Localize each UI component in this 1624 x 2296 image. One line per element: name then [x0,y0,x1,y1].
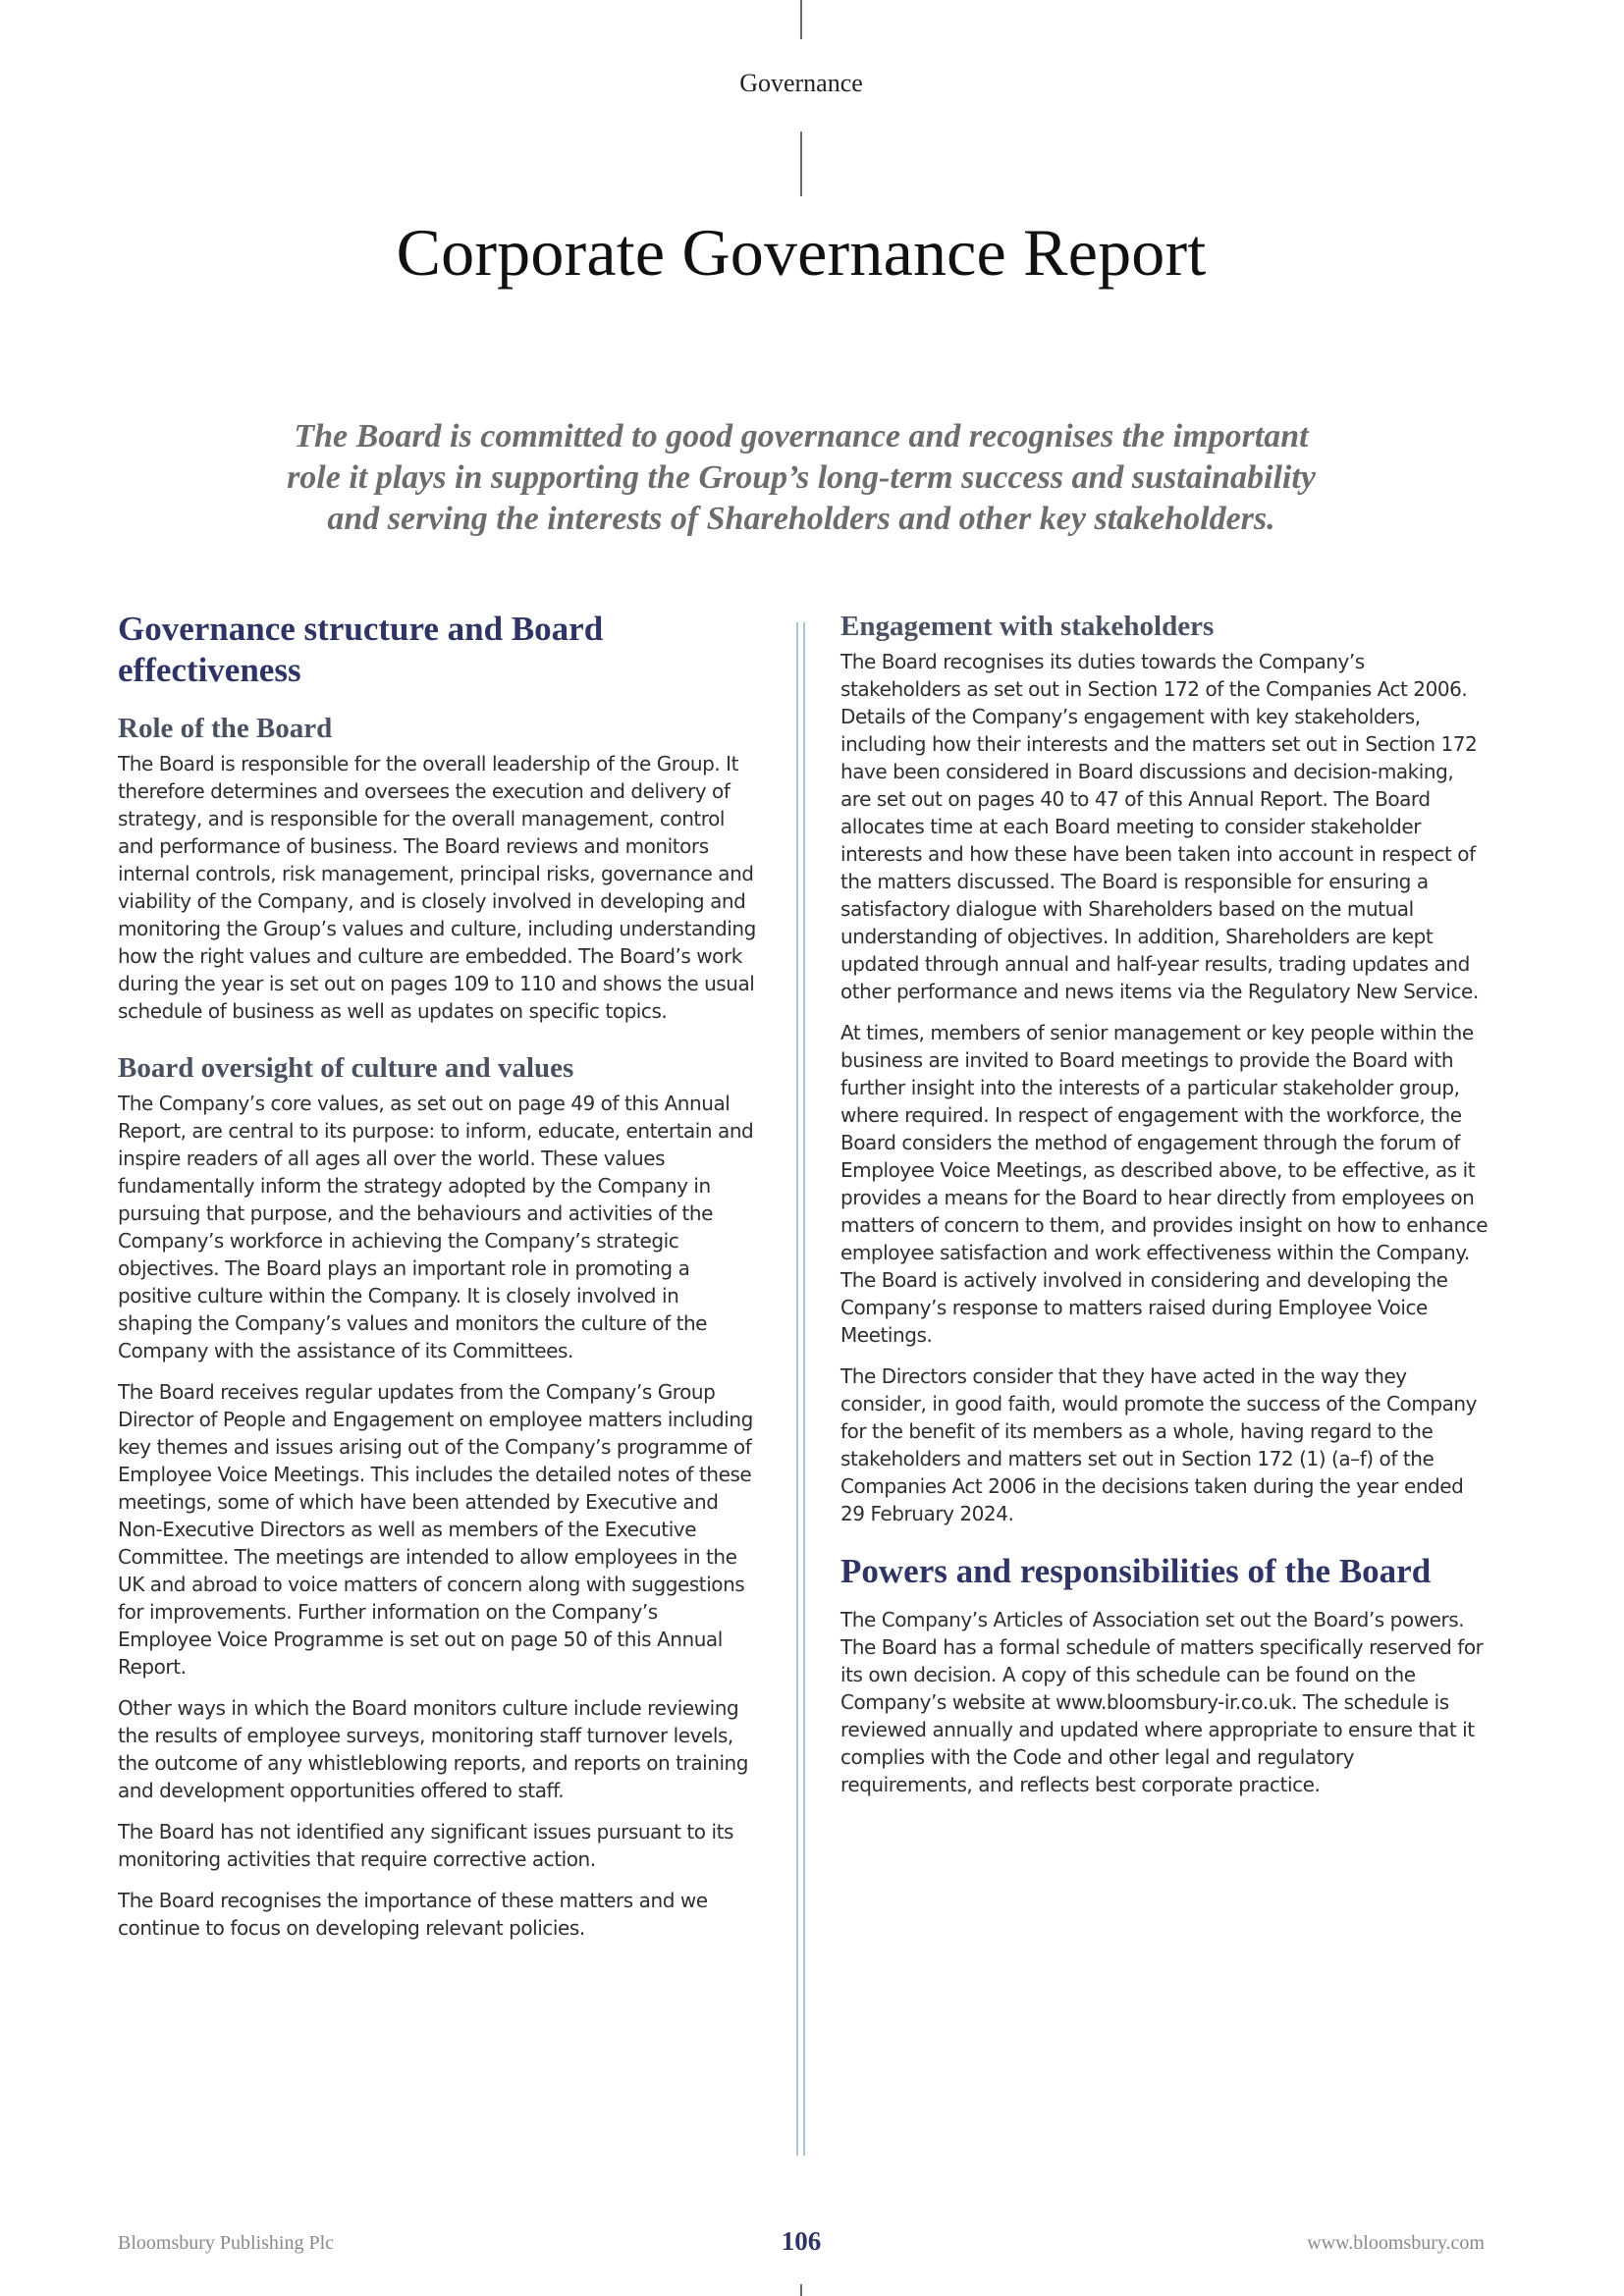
left-column [118,609,756,1955]
page-number: 106 [781,2226,822,2256]
culture-paragraph-4: The Board has not identified any significant issues pursuant to its monitoring activities that require corrective action. [118,1820,733,1871]
governance-structure-heading: Governance structure and Board effectiveness [118,610,604,689]
culture-paragraph-1: The Company’s core values, as set out on page 49 of this Annual Report, are central to its purpose: to inform, educate, entertain and inspire readers of all ages all over the world. These values fundamentally inform the strategy adopted by the Company in pursuing that purpose, and the behaviours and activities of the Company’s workforce in achieving the Company’s strategic objectives. The Board plays an important role in promoting a positive culture within the Company. It is closely involved in shaping the Company’s values and monitors the culture of the Company with the assistance of its Committees. [118,1092,754,1362]
column-divider [796,622,798,2156]
bottom-rule [800,2284,802,2296]
culture-paragraph-2: The Board receives regular updates from the Company’s Group Director of People and Engagement on employee matters including key themes and issues arising out of the Company’s programme of Employee Voice Meetings. This includes the detailed notes of these meetings, some of which have been attended by Executive and Non-Executive Directors as well as members of the Executive Committee. The meetings are intended to allow employees in the UK and abroad to voice matters of concern along with suggestions for improvements. Further information on the Company’s Employee Voice Programme is set out on page 50 of this Annual Report. [118,1380,753,1679]
engagement-paragraph-3: The Directors consider that they have acted in the way they consider, in good faith, would promote the success of the Company for the benefit of its members as a whole, having regard to the stakeholders and matters set out in Section 172 (1) (a–f) of the Companies Act 2006 in the decisions taken during the year ended 29 February 2024. [840,1364,1478,1525]
intro-statement: The Board is committed to good governance and recognises the important role it plays in supporting the Group’s long-term success and sustainability and serving the interests of Shareholders and other key stakeholders. [287,418,1316,537]
powers-heading: Powers and responsibilities of the Board [840,1552,1432,1590]
engagement-heading: Engagement with stakeholders [840,611,1215,642]
role-of-board-paragraph: The Board is responsible for the overall leadership of the Group. It therefore determines and oversees the execution and delivery of strategy, and is responsible for the overall management, control and performance of business. The Board reviews and monitors internal controls, risk management, principal risks, governance and viability of the Company, and is closely involved in developing and monitoring the Group’s values and culture, including understanding how the right values and culture are embedded. The Board’s work during the year is set out on pages 109 to 110 and shows the usual schedule of business as well as updates on specific topics. [118,752,756,1023]
header-rule [800,132,802,196]
role-of-board-heading: Role of the Board [118,713,333,744]
engagement-paragraph-1: The Board recognises its duties towards the Company’s stakeholders as set out in Section 172 of the Companies Act 2006. Details of the Company’s engagement with key stakeholders, including how their interests and the matters set out in Section 172 have been considered in Board discussions and decision-making, are set out on pages 40 to 47 of this Annual Report. The Board allocates time at each Board meeting to consider stakeholder interests and how these have been taken into account in respect of the matters discussed. The Board is responsible for ensuring a satisfactory dialogue with Shareholders based on the mutual understanding of objectives. In addition, Shareholders are kept updated through annual and half-year results, trading updates and other performance and news items via the Regulatory New Service. [840,650,1479,1003]
top-rule [800,0,802,39]
section-label: Governance [739,69,863,97]
footer-website: www.bloomsbury.com [1307,2232,1485,2254]
page-title: Corporate Governance Report [396,215,1207,290]
right-column [840,609,1489,1812]
culture-paragraph-3: Other ways in which the Board monitors culture include reviewing the results of employee surveys, monitoring staff turnover levels, the outcome of any whistleblowing reports, and reports on training and development opportunities offered to staff. [118,1696,749,1802]
powers-paragraph: The Company’s Articles of Association set out the Board’s powers. The Board has a formal schedule of matters specifically reserved for its own decision. A copy of this schedule can be found on the Company’s website at www.bloomsbury-ir.co.uk. The schedule is reviewed annually and updated where appropriate to ensure that it complies with the Code and other legal and regulatory requirements, and reflects best corporate practice. [840,1608,1484,1796]
culture-paragraph-5: The Board recognises the importance of these matters and we continue to focus on developing relevant policies. [118,1889,708,1940]
column-divider [803,622,805,2156]
engagement-paragraph-2: At times, members of senior management or key people within the business are invited to Board meetings to provide the Board with further insight into the interests of a particular stakeholder group, where required. In respect of engagement with the workforce, the Board considers the method of engagement through the forum of Employee Voice Meetings, as described above, to be effective, as it provides a means for the Board to hear directly from employees on matters of concern to them, and provides insight on how to enhance employee satisfaction and work effectiveness within the Company. The Board is actively involved in considering and developing the Company’s response to matters raised during Employee Voice Meetings. [840,1021,1489,1347]
footer-company: Bloomsbury Publishing Plc [118,2232,335,2254]
culture-values-heading: Board oversight of culture and values [118,1052,574,1084]
